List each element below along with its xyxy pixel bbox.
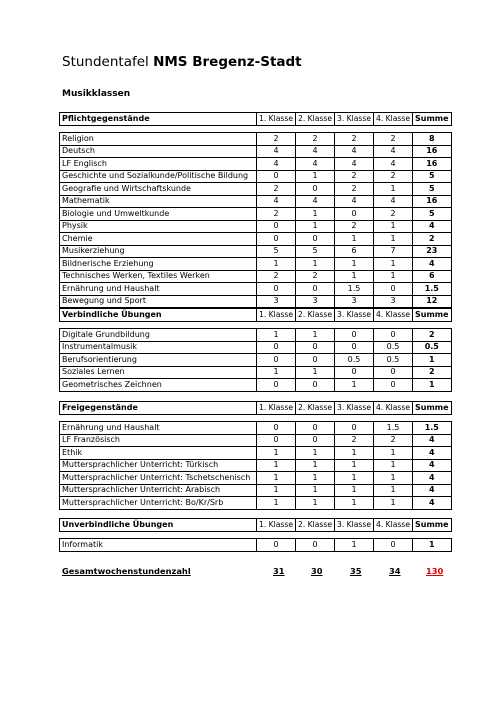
hours-cell: 2	[257, 208, 296, 221]
hours-cell: 0.5	[335, 354, 374, 367]
subject-name: Informatik	[60, 539, 257, 552]
hours-cell: 4	[335, 145, 374, 158]
total-value-2: 30	[311, 566, 323, 576]
hours-cell: 0	[257, 354, 296, 367]
table-row	[60, 497, 452, 510]
table-row	[60, 354, 452, 367]
hours-cell: 1	[335, 258, 374, 271]
sum-cell: 1.5	[413, 283, 452, 296]
hours-cell: 2	[374, 434, 413, 447]
sum-cell: 8	[413, 133, 452, 146]
table-row	[60, 484, 452, 497]
hours-cell: 1	[296, 208, 335, 221]
hours-cell: 0	[296, 354, 335, 367]
subject-name: Bildnerische Erziehung	[60, 258, 257, 271]
hours-cell: 1	[296, 472, 335, 485]
sum-cell: 2	[413, 233, 452, 246]
column-header: 2. Klasse	[296, 113, 335, 126]
hours-cell: 2	[335, 170, 374, 183]
hours-cell: 0	[257, 379, 296, 392]
subject-name: Ernährung und Haushalt	[60, 283, 257, 296]
title-school: NMS Bregenz-Stadt	[153, 54, 302, 70]
section-header: Freigegenstände	[60, 402, 257, 415]
hours-cell: 0	[296, 283, 335, 296]
table-row	[60, 366, 452, 379]
hours-cell: 1	[296, 366, 335, 379]
column-header: 3. Klasse	[335, 309, 374, 322]
hours-cell: 1	[374, 220, 413, 233]
sum-cell: 4	[413, 447, 452, 460]
table-row	[60, 170, 452, 183]
table-row	[60, 245, 452, 258]
section-header: Verbindliche Übungen	[60, 309, 257, 322]
table-row	[60, 258, 452, 271]
table-row	[60, 539, 452, 552]
sum-cell: 4	[413, 472, 452, 485]
hours-cell: 0	[296, 434, 335, 447]
table-row	[60, 195, 452, 208]
column-header-sum: Summe	[413, 402, 452, 415]
hours-cell: 0	[257, 220, 296, 233]
sum-cell: 5	[413, 183, 452, 196]
hours-cell: 4	[335, 195, 374, 208]
column-header: 4. Klasse	[374, 402, 413, 415]
subject-name: Muttersprachlicher Unterricht: Bo/Kr/Srb	[60, 497, 257, 510]
page-title	[62, 54, 302, 70]
sum-cell: 4	[413, 220, 452, 233]
total-sum: 130	[426, 566, 444, 576]
section-header: Unverbindliche Übungen	[60, 519, 257, 532]
section-table	[59, 112, 452, 308]
subject-name: Berufsorientierung	[60, 354, 257, 367]
column-header: 2. Klasse	[296, 309, 335, 322]
hours-cell: 1	[374, 447, 413, 460]
column-header: 1. Klasse	[257, 309, 296, 322]
hours-cell: 0	[374, 366, 413, 379]
hours-cell: 4	[374, 145, 413, 158]
hours-cell: 0	[335, 329, 374, 342]
hours-cell: 7	[374, 245, 413, 258]
subject-name: Ethik	[60, 447, 257, 460]
hours-cell: 0	[374, 539, 413, 552]
total-label: Gesamtwochenstundenzahl	[62, 566, 191, 576]
hours-cell: 0	[374, 379, 413, 392]
hours-cell: 0	[257, 170, 296, 183]
hours-cell: 1	[374, 459, 413, 472]
sum-cell: 16	[413, 145, 452, 158]
hours-cell: 1	[296, 447, 335, 460]
hours-cell: 1	[296, 220, 335, 233]
subject-name: Musikerziehung	[60, 245, 257, 258]
subject-name: Geometrisches Zeichnen	[60, 379, 257, 392]
hours-cell: 2	[374, 208, 413, 221]
hours-cell: 2	[296, 270, 335, 283]
table-row	[60, 422, 452, 435]
hours-cell: 0	[335, 341, 374, 354]
hours-cell: 2	[335, 133, 374, 146]
hours-cell: 1	[257, 447, 296, 460]
hours-cell: 0.5	[374, 354, 413, 367]
table-row	[60, 270, 452, 283]
hours-cell: 1	[335, 447, 374, 460]
hours-cell: 1	[335, 472, 374, 485]
subject-name: Soziales Lernen	[60, 366, 257, 379]
section-table	[59, 308, 452, 392]
sum-cell: 4	[413, 258, 452, 271]
sum-cell: 4	[413, 484, 452, 497]
hours-cell: 1	[257, 472, 296, 485]
table-row	[60, 329, 452, 342]
sum-cell: 1	[413, 539, 452, 552]
sum-cell: 1	[413, 354, 452, 367]
column-header: 4. Klasse	[374, 113, 413, 126]
hours-cell: 6	[335, 245, 374, 258]
column-header: 1. Klasse	[257, 402, 296, 415]
hours-cell: 5	[257, 245, 296, 258]
hours-cell: 3	[335, 295, 374, 308]
total-value-4: 34	[389, 566, 401, 576]
hours-cell: 4	[335, 158, 374, 171]
section-header: Pflichtgegenstände	[60, 113, 257, 126]
table-row	[60, 283, 452, 296]
subject-name: Mathematik	[60, 195, 257, 208]
hours-cell: 1	[374, 484, 413, 497]
sum-cell: 5	[413, 208, 452, 221]
subject-name: Muttersprachlicher Unterricht: Türkisch	[60, 459, 257, 472]
column-header: 4. Klasse	[374, 519, 413, 532]
hours-cell: 0	[335, 366, 374, 379]
column-header: 3. Klasse	[335, 113, 374, 126]
sum-cell: 12	[413, 295, 452, 308]
subtitle: Musikklassen	[62, 89, 131, 99]
hours-cell: 0	[374, 283, 413, 296]
column-header-sum: Summe	[413, 519, 452, 532]
hours-cell: 2	[335, 183, 374, 196]
hours-cell: 0	[335, 208, 374, 221]
column-header: 3. Klasse	[335, 519, 374, 532]
table-row	[60, 133, 452, 146]
hours-cell: 1	[335, 459, 374, 472]
hours-cell: 1	[296, 170, 335, 183]
hours-cell: 0	[257, 434, 296, 447]
hours-cell: 2	[335, 434, 374, 447]
hours-cell: 1	[374, 497, 413, 510]
hours-cell: 0	[257, 233, 296, 246]
hours-cell: 3	[257, 295, 296, 308]
hours-cell: 1	[374, 233, 413, 246]
sum-cell: 0.5	[413, 341, 452, 354]
hours-cell: 4	[374, 195, 413, 208]
table-row	[60, 233, 452, 246]
hours-cell: 0	[374, 329, 413, 342]
column-header-sum: Summe	[413, 309, 452, 322]
hours-cell: 2	[257, 133, 296, 146]
hours-cell: 1	[257, 497, 296, 510]
column-header: 1. Klasse	[257, 519, 296, 532]
hours-cell: 1	[257, 329, 296, 342]
subject-name: Muttersprachlicher Unterricht: Arabisch	[60, 484, 257, 497]
subject-name: LF Französisch	[60, 434, 257, 447]
table-row	[60, 295, 452, 308]
hours-cell: 0	[257, 283, 296, 296]
column-header: 4. Klasse	[374, 309, 413, 322]
hours-cell: 2	[257, 183, 296, 196]
hours-cell: 0	[296, 233, 335, 246]
sum-cell: 1	[413, 379, 452, 392]
section-table	[59, 401, 452, 510]
table-row	[60, 183, 452, 196]
hours-cell: 0	[296, 379, 335, 392]
hours-cell: 1	[374, 270, 413, 283]
hours-cell: 1	[257, 484, 296, 497]
hours-cell: 4	[257, 158, 296, 171]
hours-cell: 0	[296, 539, 335, 552]
sum-cell: 2	[413, 329, 452, 342]
subject-name: Muttersprachlicher Unterricht: Tschetschenisch	[60, 472, 257, 485]
subject-name: Ernährung und Haushalt	[60, 422, 257, 435]
table-row	[60, 220, 452, 233]
subject-name: Digitale Grundbildung	[60, 329, 257, 342]
hours-cell: 1	[335, 497, 374, 510]
subject-name: Chemie	[60, 233, 257, 246]
hours-cell: 1.5	[374, 422, 413, 435]
sum-cell: 16	[413, 195, 452, 208]
hours-cell: 4	[257, 195, 296, 208]
table-row	[60, 434, 452, 447]
sum-cell: 1.5	[413, 422, 452, 435]
sum-cell: 2	[413, 366, 452, 379]
table-row	[60, 459, 452, 472]
hours-cell: 1	[296, 459, 335, 472]
sum-cell: 4	[413, 459, 452, 472]
subject-name: LF Englisch	[60, 158, 257, 171]
hours-cell: 4	[296, 195, 335, 208]
hours-cell: 0.5	[374, 341, 413, 354]
hours-cell: 0	[257, 341, 296, 354]
hours-cell: 1	[257, 366, 296, 379]
sum-cell: 5	[413, 170, 452, 183]
table-row	[60, 158, 452, 171]
hours-cell: 1	[374, 258, 413, 271]
hours-cell: 2	[257, 270, 296, 283]
hours-cell: 4	[296, 158, 335, 171]
subject-name: Instrumentalmusik	[60, 341, 257, 354]
subject-name: Deutsch	[60, 145, 257, 158]
sum-cell: 4	[413, 497, 452, 510]
hours-cell: 1	[335, 233, 374, 246]
table-row	[60, 472, 452, 485]
hours-cell: 1.5	[335, 283, 374, 296]
hours-cell: 1	[296, 329, 335, 342]
column-header: 1. Klasse	[257, 113, 296, 126]
table-row	[60, 379, 452, 392]
hours-cell: 4	[296, 145, 335, 158]
hours-cell: 1	[257, 258, 296, 271]
hours-cell: 2	[296, 133, 335, 146]
subject-name: Physik	[60, 220, 257, 233]
hours-cell: 2	[374, 170, 413, 183]
hours-cell: 3	[296, 295, 335, 308]
subject-name: Geschichte und Sozialkunde/Politische Bildung	[60, 170, 257, 183]
hours-cell: 1	[296, 484, 335, 497]
total-value-1: 31	[273, 566, 285, 576]
section-table	[59, 518, 452, 552]
sum-cell: 6	[413, 270, 452, 283]
sum-cell: 16	[413, 158, 452, 171]
subject-name: Biologie und Umweltkunde	[60, 208, 257, 221]
subject-name: Bewegung und Sport	[60, 295, 257, 308]
hours-cell: 2	[374, 133, 413, 146]
table-row	[60, 447, 452, 460]
hours-cell: 0	[296, 422, 335, 435]
hours-cell: 4	[257, 145, 296, 158]
total-value-3: 35	[350, 566, 362, 576]
hours-cell: 0	[296, 341, 335, 354]
hours-cell: 1	[296, 497, 335, 510]
hours-cell: 1	[335, 270, 374, 283]
table-row	[60, 145, 452, 158]
hours-cell: 1	[335, 484, 374, 497]
hours-cell: 1	[296, 258, 335, 271]
sum-cell: 4	[413, 434, 452, 447]
hours-cell: 1	[335, 379, 374, 392]
hours-cell: 0	[296, 183, 335, 196]
hours-cell: 1	[374, 183, 413, 196]
hours-cell: 3	[374, 295, 413, 308]
column-header-sum: Summe	[413, 113, 452, 126]
subject-name: Geografie und Wirtschaftskunde	[60, 183, 257, 196]
column-header: 2. Klasse	[296, 402, 335, 415]
hours-cell: 0	[257, 422, 296, 435]
hours-cell: 0	[335, 422, 374, 435]
sum-cell: 23	[413, 245, 452, 258]
hours-cell: 1	[335, 539, 374, 552]
table-row	[60, 208, 452, 221]
hours-cell: 2	[335, 220, 374, 233]
hours-cell: 1	[374, 472, 413, 485]
column-header: 2. Klasse	[296, 519, 335, 532]
subject-name: Religion	[60, 133, 257, 146]
subject-name: Technisches Werken, Textiles Werken	[60, 270, 257, 283]
hours-cell: 1	[257, 459, 296, 472]
hours-cell: 5	[296, 245, 335, 258]
table-row	[60, 341, 452, 354]
hours-cell: 4	[374, 158, 413, 171]
title-prefix: Stundentafel	[62, 54, 149, 70]
hours-cell: 0	[257, 539, 296, 552]
column-header: 3. Klasse	[335, 402, 374, 415]
